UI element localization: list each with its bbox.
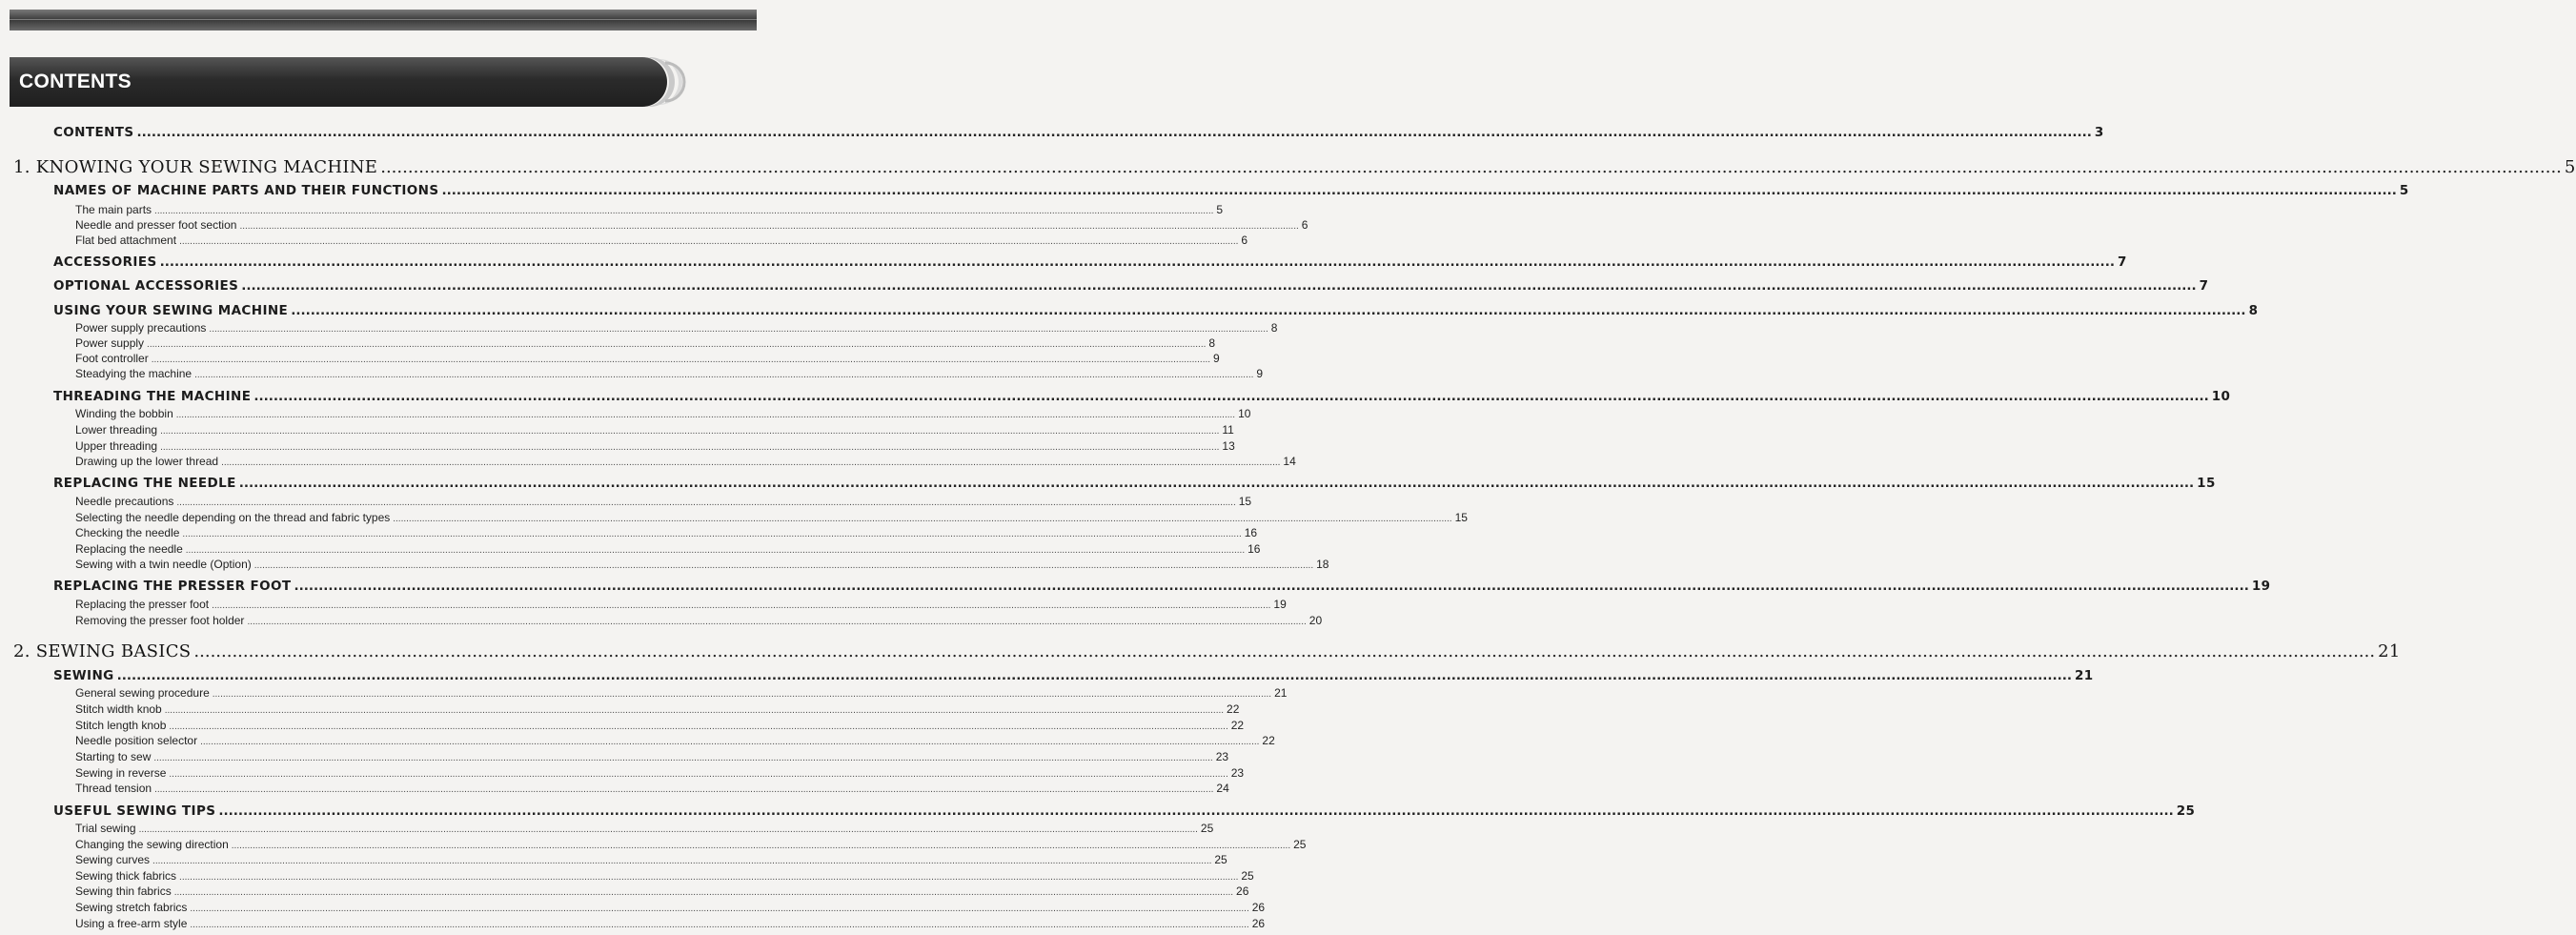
toc-page-number: 21 — [1274, 686, 1288, 700]
dot-leader: ................................................................................................................................................................................................................................................................................................................................................................................................................ — [164, 705, 1225, 716]
toc-page-number: 9 — [1213, 352, 1220, 365]
toc-entry-row — [75, 321, 1278, 335]
toc-entry-row — [75, 558, 1329, 571]
toc-chapter-row — [13, 641, 2401, 661]
toc-title: Replacing the needle — [75, 542, 183, 556]
toc-page-number: 21 — [2378, 641, 2401, 661]
toc-page-number: 18 — [1316, 558, 1329, 571]
toc-title: Sewing curves — [75, 853, 151, 866]
toc-section-row — [53, 303, 2259, 318]
toc-entry-row — [75, 203, 1224, 216]
toc-section-row — [53, 668, 2094, 683]
dot-leader: ................................................................................................................................................................................................................................................................................................................................................................................................................ — [175, 410, 1236, 420]
toc-section-row — [53, 476, 2216, 491]
toc-entry-row — [75, 901, 1266, 914]
dot-leader: ................................................................................................................................................................................................................................................................................................................................................................................................................ — [116, 668, 2073, 683]
dot-leader: ................................................................................................................................................................................................................................................................................................................................................................................................................ — [254, 560, 1314, 571]
toc-title: Using a free-arm style — [75, 917, 188, 930]
dot-leader: ................................................................................................................................................................................................................................................................................................................................................................................................................ — [238, 476, 2195, 491]
dot-leader: ................................................................................................................................................................................................................................................................................................................................................................................................................ — [239, 221, 1299, 232]
dot-leader: ................................................................................................................................................................................................................................................................................................................................................................................................................ — [380, 157, 2562, 177]
toc-page-number: 7 — [2117, 254, 2127, 270]
toc-title: Stitch length knob — [75, 719, 167, 732]
toc-entry-row — [75, 455, 1296, 468]
toc-section-row — [53, 183, 2409, 198]
toc-page-number: 5 — [2399, 183, 2409, 198]
toc-page-number: 8 — [1208, 336, 1216, 350]
toc-title: Replacing the presser foot — [75, 598, 210, 611]
toc-section-row — [53, 803, 2196, 819]
toc-title: Lower threading — [75, 423, 158, 437]
toc-page-number: 24 — [1216, 782, 1229, 795]
dot-leader: ................................................................................................................................................................................................................................................................................................................................................................................................................ — [194, 370, 1254, 380]
toc-entry-row — [75, 750, 1229, 763]
dot-leader: ................................................................................................................................................................................................................................................................................................................................................................................................................ — [160, 426, 1220, 437]
toc-entry-row — [75, 439, 1235, 453]
dot-leader: ................................................................................................................................................................................................................................................................................................................................................................................................................ — [151, 355, 1211, 365]
toc-entry-row — [75, 884, 1249, 898]
dot-leader: ................................................................................................................................................................................................................................................................................................................................................................................................................ — [291, 303, 2246, 318]
toc-page-number: 25 — [1293, 838, 1307, 851]
toc-title: Upper threading — [75, 439, 158, 453]
toc-title: Needle precautions — [75, 495, 174, 508]
toc-page-number: 15 — [1238, 495, 1252, 508]
dot-leader: ................................................................................................................................................................................................................................................................................................................................................................................................................ — [190, 904, 1249, 914]
dot-leader: ................................................................................................................................................................................................................................................................................................................................................................................................................ — [441, 183, 2397, 198]
toc-entry-row — [75, 367, 1264, 380]
toc-entry-row — [75, 234, 1248, 247]
toc-title: Steadying the machine — [75, 367, 193, 380]
toc-page-number: 8 — [2248, 303, 2259, 318]
toc-title: REPLACING THE NEEDLE — [53, 476, 236, 491]
dot-leader: ................................................................................................................................................................................................................................................................................................................................................................................................................ — [179, 236, 1239, 247]
toc-title: 1. KNOWING YOUR SEWING MACHINE — [13, 157, 378, 177]
toc-page-number: 20 — [1308, 614, 1323, 627]
toc-section-row — [53, 389, 2231, 404]
toc-page-number: 25 — [1200, 822, 1214, 835]
dot-leader: ................................................................................................................................................................................................................................................................................................................................................................................................................ — [160, 442, 1220, 453]
toc-title: Thread tension — [75, 782, 152, 795]
toc-page-number: 16 — [1247, 542, 1261, 556]
toc-entry-row — [75, 614, 1323, 627]
toc-title: USING YOUR SEWING MACHINE — [53, 303, 289, 318]
toc-entry-row — [75, 782, 1229, 795]
toc-entry-row — [75, 352, 1220, 365]
toc-page-number: 11 — [1222, 423, 1234, 437]
toc-page-number: 6 — [1241, 234, 1248, 247]
toc-entry-row — [75, 218, 1308, 232]
toc-chapter-row — [13, 157, 2576, 177]
toc-title: THREADING THE MACHINE — [53, 389, 252, 404]
toc-title: Needle and presser foot section — [75, 218, 237, 232]
dot-leader: ................................................................................................................................................................................................................................................................................................................................................................................................................ — [136, 125, 2092, 140]
toc-page-number: 22 — [1262, 734, 1275, 747]
toc-entry-row — [75, 917, 1266, 930]
toc-page-number: 6 — [1301, 218, 1308, 232]
toc-entry-row — [75, 598, 1287, 611]
toc-page-number: 26 — [1236, 884, 1249, 898]
section-header-bar — [10, 57, 667, 107]
toc-page-number: 25 — [1214, 853, 1227, 866]
toc-page-number: 3 — [2094, 125, 2104, 140]
toc-section-row — [53, 254, 2127, 270]
dot-leader: ................................................................................................................................................................................................................................................................................................................................................................................................................ — [190, 920, 1249, 930]
toc-section-row — [53, 579, 2271, 594]
dot-leader: ................................................................................................................................................................................................................................................................................................................................................................................................................ — [154, 784, 1214, 795]
toc-page-number: 13 — [1222, 439, 1235, 453]
dot-leader: ................................................................................................................................................................................................................................................................................................................................................................................................................ — [247, 617, 1307, 627]
toc-entry-row — [75, 423, 1234, 437]
toc-title: USEFUL SEWING TIPS — [53, 803, 216, 819]
toc-page-number: 7 — [2199, 278, 2209, 294]
dot-leader: ................................................................................................................................................................................................................................................................................................................................................................................................................ — [200, 737, 1260, 747]
toc-title: Foot controller — [75, 352, 149, 365]
toc-entry-row — [75, 869, 1254, 883]
toc-entry-row — [75, 766, 1245, 780]
dot-leader: ................................................................................................................................................................................................................................................................................................................................................................................................................ — [169, 722, 1228, 732]
toc-title: Checking the needle — [75, 526, 180, 539]
toc-page-number: 15 — [1454, 511, 1468, 524]
dot-leader: ................................................................................................................................................................................................................................................................................................................................................................................................................ — [176, 498, 1236, 508]
toc-title: ACCESSORIES — [53, 254, 157, 270]
toc-entry-row — [75, 702, 1240, 716]
toc-section-row — [53, 278, 2209, 294]
toc-page-number: 5 — [1216, 203, 1224, 216]
toc-title: Sewing thick fabrics — [75, 869, 177, 883]
toc-title: Starting to sew — [75, 750, 152, 763]
toc-page-number: 25 — [2176, 803, 2196, 819]
dot-leader: ................................................................................................................................................................................................................................................................................................................................................................................................................ — [153, 753, 1213, 763]
toc-title: SEWING — [53, 668, 114, 683]
toc-entry-row — [75, 822, 1214, 835]
toc-page-number: 10 — [2211, 389, 2231, 404]
toc-title: Selecting the needle depending on the thread and fabric types — [75, 511, 391, 524]
toc-entry-row — [75, 495, 1252, 508]
dot-leader: ................................................................................................................................................................................................................................................................................................................................................................................................................ — [185, 545, 1246, 556]
toc-page-number: 5 — [2564, 157, 2576, 177]
dot-leader: ................................................................................................................................................................................................................................................................................................................................................................................................................ — [209, 324, 1268, 335]
toc-title: Drawing up the lower thread — [75, 455, 219, 468]
dot-leader: ................................................................................................................................................................................................................................................................................................................................................................................................................ — [159, 254, 2115, 270]
toc-page-number: 10 — [1238, 407, 1251, 420]
toc-title: Trial sewing — [75, 822, 136, 835]
toc-page-number: 19 — [2251, 579, 2271, 594]
toc-entry-row — [75, 511, 1468, 524]
toc-entry-row — [75, 734, 1275, 747]
dot-leader: ................................................................................................................................................................................................................................................................................................................................................................................................................ — [212, 600, 1271, 611]
toc-title: Removing the presser foot holder — [75, 614, 245, 627]
toc-entry-row — [75, 838, 1307, 851]
dot-leader: ................................................................................................................................................................................................................................................................................................................................................................................................................ — [152, 856, 1212, 866]
toc-page-number: 26 — [1251, 917, 1266, 930]
dot-leader: ................................................................................................................................................................................................................................................................................................................................................................................................................ — [138, 824, 1198, 835]
dot-leader: ................................................................................................................................................................................................................................................................................................................................................................................................................ — [182, 529, 1242, 539]
dot-leader: ................................................................................................................................................................................................................................................................................................................................................................................................................ — [218, 803, 2174, 819]
toc-section-row — [53, 125, 2104, 140]
toc-page-number: 23 — [1230, 766, 1245, 780]
dot-leader: ................................................................................................................................................................................................................................................................................................................................................................................................................ — [179, 872, 1239, 883]
toc-page-number: 23 — [1215, 750, 1229, 763]
toc-page-number: 15 — [2197, 476, 2216, 491]
dot-leader: ................................................................................................................................................................................................................................................................................................................................................................................................................ — [154, 206, 1214, 216]
toc-page-number: 9 — [1256, 367, 1264, 380]
toc-title: Winding the bobbin — [75, 407, 173, 420]
toc-title: Stitch width knob — [75, 702, 162, 716]
toc-title: Sewing stretch fabrics — [75, 901, 188, 914]
toc-title: Needle position selector — [75, 734, 198, 747]
dot-leader: ................................................................................................................................................................................................................................................................................................................................................................................................................ — [221, 457, 1281, 468]
toc-title: Power supply — [75, 336, 145, 350]
toc-title: OPTIONAL ACCESSORIES — [53, 278, 239, 294]
toc-title: REPLACING THE PRESSER FOOT — [53, 579, 292, 594]
toc-entry-row — [75, 407, 1251, 420]
dot-leader: ................................................................................................................................................................................................................................................................................................................................................................................................................ — [212, 689, 1272, 700]
toc-title: Sewing thin fabrics — [75, 884, 172, 898]
toc-page-number: 16 — [1244, 526, 1258, 539]
toc-title: Power supply precautions — [75, 321, 207, 335]
toc-entry-row — [75, 686, 1288, 700]
toc-title: General sewing procedure — [75, 686, 210, 700]
toc-page-number: 26 — [1251, 901, 1266, 914]
toc-title: Sewing in reverse — [75, 766, 167, 780]
toc-title: 2. SEWING BASICS — [13, 641, 192, 661]
toc-title: Flat bed attachment — [75, 234, 177, 247]
toc-page-number: 22 — [1227, 702, 1240, 716]
dot-leader: ................................................................................................................................................................................................................................................................................................................................................................................................................ — [193, 641, 2376, 661]
header-crescent-decoration — [637, 57, 686, 107]
toc-page-number: 14 — [1283, 455, 1296, 468]
toc-page-number: 22 — [1230, 719, 1245, 732]
toc-title: The main parts — [75, 203, 152, 216]
dot-leader: ................................................................................................................................................................................................................................................................................................................................................................................................................ — [393, 514, 1452, 524]
toc-page-number: 8 — [1270, 321, 1278, 335]
toc-title: Changing the sewing direction — [75, 838, 229, 851]
page-title: CONTENTS — [19, 71, 132, 92]
dot-leader: ................................................................................................................................................................................................................................................................................................................................................................................................................ — [147, 339, 1207, 350]
dot-leader: ................................................................................................................................................................................................................................................................................................................................................................................................................ — [231, 841, 1291, 851]
toc-entry-row — [75, 526, 1258, 539]
dot-leader: ................................................................................................................................................................................................................................................................................................................................................................................................................ — [241, 278, 2197, 294]
toc-title: Sewing with a twin needle (Option) — [75, 558, 252, 571]
dot-leader: ................................................................................................................................................................................................................................................................................................................................................................................................................ — [254, 389, 2209, 404]
toc-title: CONTENTS — [53, 125, 134, 140]
dot-leader: ................................................................................................................................................................................................................................................................................................................................................................................................................ — [173, 887, 1234, 898]
toc-entry-row — [75, 542, 1261, 556]
dot-leader: ................................................................................................................................................................................................................................................................................................................................................................................................................ — [294, 579, 2249, 594]
toc-page-number: 21 — [2075, 668, 2094, 683]
top-decorative-band — [10, 10, 757, 30]
dot-leader: ................................................................................................................................................................................................................................................................................................................................................................................................................ — [169, 769, 1228, 780]
toc-entry-row — [75, 853, 1227, 866]
toc-title: NAMES OF MACHINE PARTS AND THEIR FUNCTIONS — [53, 183, 439, 198]
toc-entry-row — [75, 336, 1216, 350]
toc-entry-row — [75, 719, 1245, 732]
toc-page-number: 19 — [1273, 598, 1287, 611]
toc-page-number: 25 — [1241, 869, 1254, 883]
